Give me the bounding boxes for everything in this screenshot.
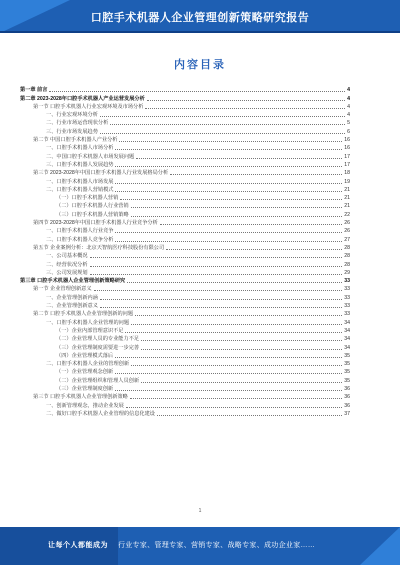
toc-entry[interactable] — [20, 151, 350, 159]
toc-entry[interactable] — [20, 334, 350, 342]
toc-entry-title: 第三节 口腔手术机器人企业管理创新策略 — [33, 394, 128, 401]
toc-entry-page: 4 — [347, 112, 350, 119]
toc-entry-page: 26 — [344, 220, 350, 227]
toc-leader-dots — [115, 356, 342, 358]
toc-leader-dots — [130, 397, 342, 399]
toc-entry-page: 33 — [344, 303, 350, 310]
toc-entry-title: 第三章 口腔手术机器人企业管理创新策略研究 — [20, 278, 126, 285]
toc-entry-title: （四）企业管理模式落后 — [56, 352, 114, 359]
page-number: 1 — [198, 508, 202, 514]
toc-entry[interactable] — [20, 326, 350, 334]
toc-leader-dots — [115, 148, 342, 150]
toc-entry[interactable] — [20, 218, 350, 226]
toc-entry-title: 第一章 前言 — [20, 87, 48, 94]
toc-entry[interactable] — [20, 209, 350, 217]
toc-entry-title: 一、企业管理创新内涵 — [46, 294, 98, 301]
toc-entry-page: 35 — [344, 377, 350, 384]
toc-entry[interactable] — [20, 126, 350, 134]
toc-entry-title: 第一节 企业管理创新意义 — [33, 286, 92, 293]
toc-entry-title: 一、口腔手术机器人企业管理的问题 — [46, 319, 130, 326]
toc-entry[interactable] — [20, 185, 350, 193]
toc-leader-dots — [141, 339, 342, 341]
toc-leader-dots — [115, 389, 342, 391]
toc-leader-dots — [170, 173, 342, 175]
toc-entry-page: 36 — [344, 394, 350, 401]
toc-entry-title: 二、口腔手术机器人营销模式 — [46, 186, 114, 193]
toc-entry-title: 二、做好口腔手术机器人企业管理的信息化建设 — [46, 410, 155, 417]
toc-leader-dots — [136, 157, 342, 159]
toc-entry-title: 第五节 企业案例分析：北京天智航医疗科技股份有限公司 — [33, 244, 165, 251]
report-title: 口腔手术机器人企业管理创新策略研究报告 — [90, 12, 310, 24]
toc-entry-page: 16 — [344, 137, 350, 144]
toc-entry-page: 21 — [344, 186, 350, 193]
toc-leader-dots — [131, 215, 343, 217]
toc-leader-dots — [141, 348, 342, 350]
toc-leader-dots — [131, 206, 343, 208]
toc-entry-title: （一）口腔手术机器人营销 — [56, 195, 119, 202]
toc-entry-page: 27 — [344, 236, 350, 243]
toc-entry-page: 6 — [347, 128, 350, 135]
toc-entry-title: （三）企业管理制度创新 — [56, 385, 114, 392]
toc-leader-dots — [135, 314, 342, 316]
toc-entry[interactable] — [20, 342, 350, 350]
toc-entry[interactable] — [20, 268, 350, 276]
toc-entry[interactable] — [20, 359, 350, 367]
toc-entry-page: 17 — [344, 161, 350, 168]
toc-entry[interactable] — [20, 384, 350, 392]
toc-entry-title: 二、口腔手术机器人企业的管理创新 — [46, 361, 130, 368]
toc-entry[interactable] — [20, 351, 350, 359]
toc-entry-page: 26 — [344, 228, 350, 235]
toc-leader-dots — [115, 372, 342, 374]
toc-leader-dots — [94, 289, 343, 291]
toc-entry-page: 21 — [344, 203, 350, 210]
toc-entry-page: 28 — [344, 244, 350, 251]
toc-leader-dots — [49, 90, 345, 92]
toc-entry[interactable] — [20, 226, 350, 234]
header-stripe — [0, 31, 400, 33]
toc-leader-dots — [160, 223, 342, 225]
toc-entry[interactable] — [20, 160, 350, 168]
toc-entry-page: 35 — [344, 369, 350, 376]
toc-entry-page: 22 — [344, 211, 350, 218]
toc-entry-page: 35 — [344, 352, 350, 359]
toc-entry-title: 一、口腔手术机器人行业竞争 — [46, 228, 114, 235]
toc-leader-dots — [131, 323, 342, 325]
toc-entry-page: 4 — [347, 87, 350, 94]
toc-entry-title: 第二节 口腔手术机器人企业管理创新的问题 — [33, 311, 134, 318]
toc-entry-title: 第一节 口腔手术机器人行业宏观环境及市场分析 — [33, 103, 144, 110]
toc-entry-page: 28 — [344, 253, 350, 260]
toc-entry-title: （一）企业内部管理意识不足 — [56, 327, 124, 334]
toc-entry[interactable] — [20, 259, 350, 267]
toc-entry[interactable] — [20, 234, 350, 242]
toc-entry[interactable] — [20, 392, 350, 400]
toc-leader-dots — [90, 273, 343, 275]
toc-leader-dots — [131, 364, 342, 366]
toc-entry-page: 4 — [347, 95, 350, 102]
toc-entry-title: 第二节 中国口腔手术机器人产业分析 — [33, 137, 118, 144]
toc-entry-title: 一、口腔手术机器人市场分析 — [46, 145, 114, 152]
toc-entry[interactable] — [20, 118, 350, 126]
toc-entry[interactable] — [20, 400, 350, 408]
footer-accent-shape — [360, 527, 400, 565]
toc-entry-page: 34 — [344, 336, 350, 343]
toc-entry[interactable] — [20, 135, 350, 143]
toc-entry-page: 33 — [344, 286, 350, 293]
toc-entry-page: 17 — [344, 153, 350, 160]
toc-leader-dots — [100, 115, 345, 117]
toc-leader-dots — [120, 198, 342, 200]
toc-leader-dots — [125, 331, 342, 333]
toc-entry[interactable] — [20, 201, 350, 209]
toc-entry-title: （二）口腔手术机器人行业营销 — [56, 203, 129, 210]
toc-entry[interactable] — [20, 110, 350, 118]
report-header — [0, 0, 400, 33]
footer-slogan-left: 让每个人都能成为 — [48, 542, 108, 549]
toc-entry-page: 4 — [347, 103, 350, 110]
toc-leader-dots — [115, 165, 342, 167]
toc-entry-title: （一）企业管理观念创新 — [56, 369, 114, 376]
toc-entry-page: 33 — [344, 294, 350, 301]
toc-entry-page: 34 — [344, 319, 350, 326]
toc-entry-page: 34 — [344, 327, 350, 334]
toc-leader-dots — [115, 240, 342, 242]
toc-entry-title: 三、口腔手术机器人发展趋势 — [46, 161, 114, 168]
toc-entry-page: 36 — [344, 385, 350, 392]
toc-entry[interactable] — [20, 176, 350, 184]
toc-leader-dots — [90, 256, 343, 258]
toc-entry-title: （二）企业管理人员的专业能力不足 — [56, 336, 140, 343]
toc-list — [20, 85, 350, 417]
footer-slogan-right: 行业专家、管理专家、营销专家、战略专家、成功企业家…… — [118, 542, 316, 549]
toc-leader-dots — [145, 107, 345, 109]
toc-entry-title: 第四节 2023-2028年中国口腔手术机器人行业竞争分析 — [33, 220, 158, 227]
toc-leader-dots — [90, 265, 343, 267]
toc-entry-title: 二、中国口腔手术机器人市场发展问题 — [46, 153, 135, 160]
toc-heading: 内容目录 — [174, 59, 226, 71]
toc-entry-page: 37 — [344, 410, 350, 417]
toc-entry[interactable] — [20, 409, 350, 417]
toc-entry-page: 21 — [344, 195, 350, 202]
toc-entry[interactable] — [20, 276, 350, 284]
toc-entry-page: 28 — [344, 261, 350, 268]
toc-leader-dots — [141, 381, 342, 383]
toc-entry-title: （三）企业管理制度需要进一步完善 — [56, 344, 140, 351]
toc-entry-page: 34 — [344, 344, 350, 351]
toc-leader-dots — [115, 231, 342, 233]
toc-leader-dots — [110, 123, 345, 125]
toc-leader-dots — [127, 281, 342, 283]
toc-entry-title: 一、口腔手术机器人市场发展 — [46, 178, 114, 185]
toc-entry[interactable] — [20, 243, 350, 251]
toc-entry[interactable] — [20, 251, 350, 259]
toc-entry-title: 二、行业市场运营现状分析 — [46, 120, 109, 127]
toc-leader-dots — [119, 140, 342, 142]
toc-entry-page: 16 — [344, 145, 350, 152]
toc-entry-title: 一、创新管理观念，推动企业发展 — [46, 402, 124, 409]
toc-entry[interactable] — [20, 93, 350, 101]
toc-entry-page: 33 — [344, 278, 350, 285]
toc-entry-page: 33 — [344, 311, 350, 318]
toc-leader-dots — [100, 298, 342, 300]
toc-entry-page: 35 — [344, 361, 350, 368]
toc-entry-page: 18 — [344, 170, 350, 177]
toc-entry[interactable] — [20, 301, 350, 309]
toc-leader-dots — [100, 306, 342, 308]
toc-entry-title: 第三节 2023-2028年中国口腔手术机器人行业发展格局分析 — [33, 170, 169, 177]
toc-entry-title: 二、企业管理创新意义 — [46, 303, 98, 310]
toc-entry-page: 5 — [347, 120, 350, 127]
toc-entry[interactable] — [20, 85, 350, 93]
report-footer — [0, 527, 400, 565]
toc-entry[interactable] — [20, 193, 350, 201]
toc-entry-page: 29 — [344, 269, 350, 276]
toc-entry-title: 三、公司发展规划 — [46, 269, 88, 276]
toc-entry[interactable] — [20, 143, 350, 151]
toc-leader-dots — [126, 406, 342, 408]
toc-leader-dots — [166, 248, 342, 250]
toc-entry-title: 三、行业市场发展趋势 — [46, 128, 98, 135]
toc-entry[interactable] — [20, 292, 350, 300]
toc-entry[interactable] — [20, 309, 350, 317]
toc-entry[interactable] — [20, 317, 350, 325]
toc-entry-page: 19 — [344, 178, 350, 185]
toc-entry-title: （三）口腔手术机器人营销策略 — [56, 211, 129, 218]
toc-entry-title: 一、公司基本概况 — [46, 253, 88, 260]
toc-leader-dots — [157, 414, 342, 416]
toc-entry[interactable] — [20, 375, 350, 383]
toc-leader-dots — [100, 132, 345, 134]
toc-entry[interactable] — [20, 168, 350, 176]
toc-leader-dots — [115, 182, 342, 184]
toc-entry-title: 二、经营状况分析 — [46, 261, 88, 268]
toc-entry[interactable] — [20, 284, 350, 292]
toc-entry-page: 36 — [344, 402, 350, 409]
toc-entry-title: 一、行业宏观环境分析 — [46, 112, 98, 119]
toc-entry-title: 二、口腔手术机器人竞争分析 — [46, 236, 114, 243]
toc-entry-title: 第二章 2023-2028年口腔手术机器人产业运营发展分析 — [20, 95, 145, 102]
toc-leader-dots — [147, 99, 345, 101]
toc-entry[interactable] — [20, 102, 350, 110]
toc-leader-dots — [115, 190, 342, 192]
toc-entry-title: （二）企业管理组织和管理人员创新 — [56, 377, 140, 384]
toc-entry[interactable] — [20, 367, 350, 375]
